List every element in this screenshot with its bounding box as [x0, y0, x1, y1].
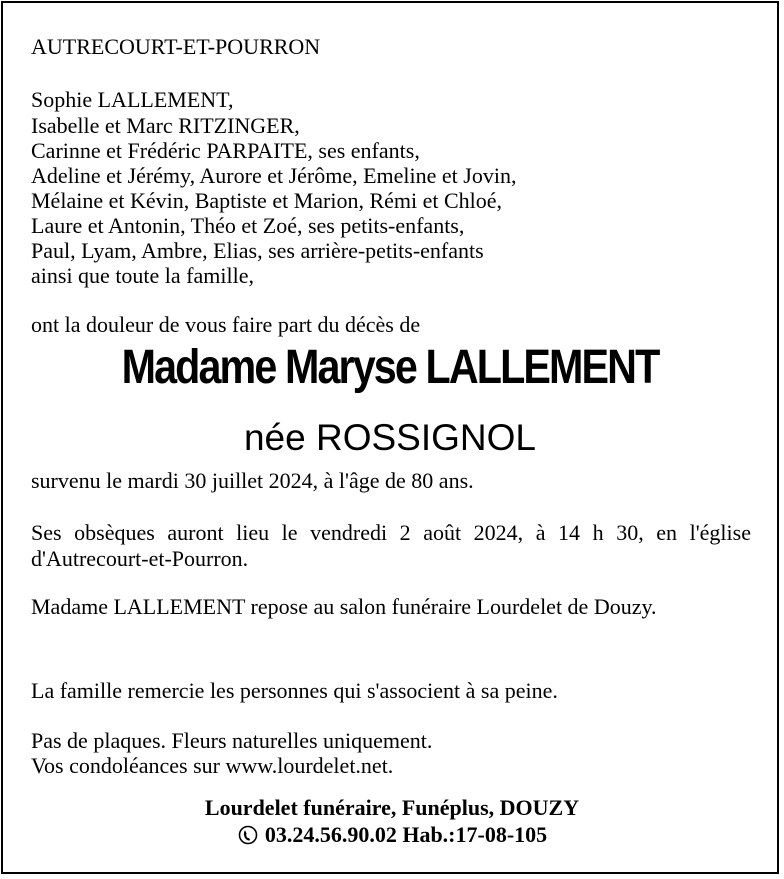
announcement-text: ont la douleur de vous faire part du décès de	[31, 312, 421, 337]
contact-line	[0, 822, 784, 848]
funeral-home-name: Lourdelet funéraire, Funéplus, DOUZY	[204, 795, 580, 820]
maiden-name: née ROSSIGNOL	[243, 417, 536, 458]
family-line: Mélaine et Kévin, Baptiste et Marion, Rémi et Chloé,	[31, 188, 503, 213]
family-line: Sophie LALLEMENT,	[31, 87, 234, 112]
phone-number: 03.24.56.90.02 Hab.:17-08-105	[264, 822, 548, 847]
flowers-note: Pas de plaques. Fleurs naturelles uniquement.	[31, 728, 433, 753]
deceased-name: Madame Maryse LALLEMENT	[121, 341, 659, 394]
death-info: survenu le mardi 30 juillet 2024, à l'âge de 80 ans.	[31, 468, 474, 493]
resting-place: Madame LALLEMENT repose au salon funéraire Lourdelet de Douzy.	[31, 594, 657, 619]
condolences-note: Vos condoléances sur www.lourdelet.net.	[31, 753, 394, 778]
family-line: ainsi que toute la famille,	[31, 263, 254, 288]
family-line: Isabelle et Marc RITZINGER,	[31, 113, 300, 138]
family-line: Adeline et Jérémy, Aurore et Jérôme, Emeline et Jovin,	[31, 163, 517, 188]
family-line: Laure et Antonin, Théo et Zoé, ses petits-enfants,	[31, 213, 465, 238]
location-header: AUTRECOURT-ET-POURRON	[31, 34, 321, 59]
telephone-icon	[237, 825, 259, 845]
family-line: Carinne et Frédéric PARPAITE, ses enfants,	[31, 138, 420, 163]
family-line: Paul, Lyam, Ambre, Elias, ses arrière-petits-enfants	[31, 238, 484, 263]
thanks-text: La famille remercie les personnes qui s'associent à sa peine.	[31, 678, 558, 703]
funeral-details: Ses obsèques auront lieu le vendredi 2 août 2024, à 14 h 30, en l'église d'Autrecourt-et-Pourron.	[31, 520, 751, 571]
